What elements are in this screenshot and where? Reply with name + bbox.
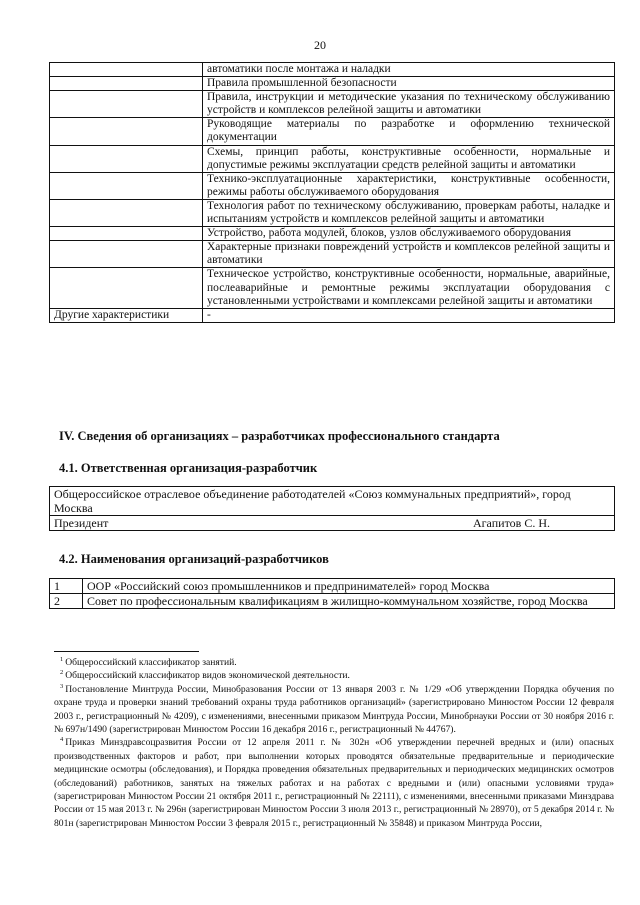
row-value: Устройство, работа модулей, блоков, узлов обслуживаемого оборудования — [203, 227, 615, 241]
table-row — [50, 487, 615, 516]
subsection-title-responsible: 4.1. Ответственная организация-разработчик — [59, 461, 318, 475]
table-row — [50, 118, 615, 145]
org-name: Общероссийское отраслевое объединение работодателей «Союз коммунальных предприятий», город Москва — [50, 487, 615, 516]
responsible-org-table — [49, 486, 615, 531]
knowledge-table — [49, 62, 615, 323]
row-label — [50, 199, 203, 226]
table-row — [50, 241, 615, 268]
row-value: Правила промышленной безопасности — [203, 77, 615, 91]
developer-name: ООР «Российский союз промышленников и предпринимателей» город Москва — [83, 579, 615, 594]
table-row — [50, 594, 615, 609]
row-value: Технико-эксплуатационные характеристики, конструктивные особенности, режимы работы обслуживаемого оборудования — [203, 172, 615, 199]
table-row — [50, 308, 615, 322]
footnote-text: Общероссийский классификатор занятий. — [65, 657, 237, 668]
row-value: Технология работ по техническому обслуживанию, проверкам работы, наладке и испытаниям устройств и комплексов релейной защиты и автоматики — [203, 199, 615, 226]
table-row — [50, 77, 615, 91]
table-row — [50, 227, 615, 241]
table-row — [50, 145, 615, 172]
row-value: Техническое устройство, конструктивные особенности, нормальные, аварийные, послеаварийные и ремонтные режимы эксплуатации оборудования с установленными устройствами и комплексами релейной защиты и автоматики — [203, 268, 615, 308]
footnote-divider — [54, 651, 199, 652]
row-label — [50, 145, 203, 172]
page-number: 20 — [314, 38, 326, 52]
row-value: автоматики после монтажа и наладки — [203, 63, 615, 77]
section-title: IV. Сведения об организациях – разработчиках профессионального стандарта — [59, 429, 500, 443]
row-value: - — [203, 308, 615, 322]
org-position: Президент — [54, 516, 109, 530]
footnote — [54, 669, 614, 682]
table-row — [50, 268, 615, 308]
row-value: Правила, инструкции и методические указания по техническому обслуживанию устройств и комплексов релейной защиты и автоматики — [203, 91, 615, 118]
subsection-title-developers: 4.2. Наименования организаций-разработчиков — [59, 552, 329, 566]
table-row — [50, 199, 615, 226]
row-label — [50, 63, 203, 77]
row-label — [50, 91, 203, 118]
row-value: Схемы, принцип работы, конструктивные особенности, нормальные и допустимые режимы эксплуатации средств релейной защиты и автоматики — [203, 145, 615, 172]
row-label: Другие характеристики — [50, 308, 203, 322]
developer-name: Совет по профессиональным квалификациям в жилищно-коммунальном хозяйстве, город Москва — [83, 594, 615, 609]
footnote-text: Приказ Минздравсоцразвития России от 12 апреля 2011 г. № 302н «Об утверждении перечней вредных и (или) опасных производственных факторов и работ, при выполнении которых проводятся обязательные предварительные и периодические медицинские осмотры (обследования), и Порядка проведения обязательных предварительных и периодических медицинских осмотров (обследований) работников, занятых на тяжелых работах и на работах с вредными и (или) опасными условиями труда» (зарегистрирован Минюстом России 21 октября 2011 г., регистрационный № 22111), с изменениями, внесенными приказами Минздрава России от 15 мая 2013 г. № 296н (зарегистрирован Минюстом России 3 июля 2013 г., регистрационный № 28970), от 5 декабря 2014 г. № 801н (зарегистрирован Минюстом России 3 февраля 2015 г., регистрационный № 35848) и приказом Минтруда России, — [54, 737, 614, 829]
footnote-mark: 3 — [60, 682, 64, 690]
footnote-mark: 2 — [60, 669, 64, 677]
footnote-mark: 4 — [60, 736, 64, 744]
table-row — [50, 579, 615, 594]
row-value: Характерные признаки повреждений устройств и комплексов релейной защиты и автоматики — [203, 241, 615, 268]
org-person: Агапитов С. Н. — [472, 516, 550, 530]
footnote — [54, 656, 614, 669]
row-label — [50, 241, 203, 268]
row-label — [50, 77, 203, 91]
developer-number: 1 — [50, 579, 83, 594]
footnote — [54, 683, 614, 737]
footnote — [54, 736, 614, 830]
row-label — [50, 172, 203, 199]
footnote-mark: 1 — [60, 656, 64, 663]
row-value: Руководящие материалы по разработке и оформлению технической документации — [203, 118, 615, 145]
table-row — [50, 91, 615, 118]
footnotes — [54, 656, 614, 830]
footnote-text: Общероссийский классификатор видов экономической деятельности. — [65, 670, 350, 682]
table-row — [50, 516, 615, 531]
developer-number: 2 — [50, 594, 83, 609]
row-label — [50, 268, 203, 308]
row-label — [50, 118, 203, 145]
row-label — [50, 227, 203, 241]
table-row — [50, 63, 615, 77]
developers-table — [49, 578, 615, 609]
footnote-text: Постановление Минтруда России, Минобразования России от 13 января 2003 г. № 1/29 «Об утверждении Порядка обучения по охране труда и проверки знаний требований охраны труда работников организаций» (зарегистрировано Минюстом России 12 февраля 2003 г., регистрационный № 4209), с изменениями, внесенными приказом Минтруда России, Минобрнауки России от 30 ноября 2016 г. № 697н/1490 (зарегистрирован Минюстом России 16 декабря 2016 г., регистрационный № 44767). — [54, 683, 614, 736]
table-row — [50, 172, 615, 199]
